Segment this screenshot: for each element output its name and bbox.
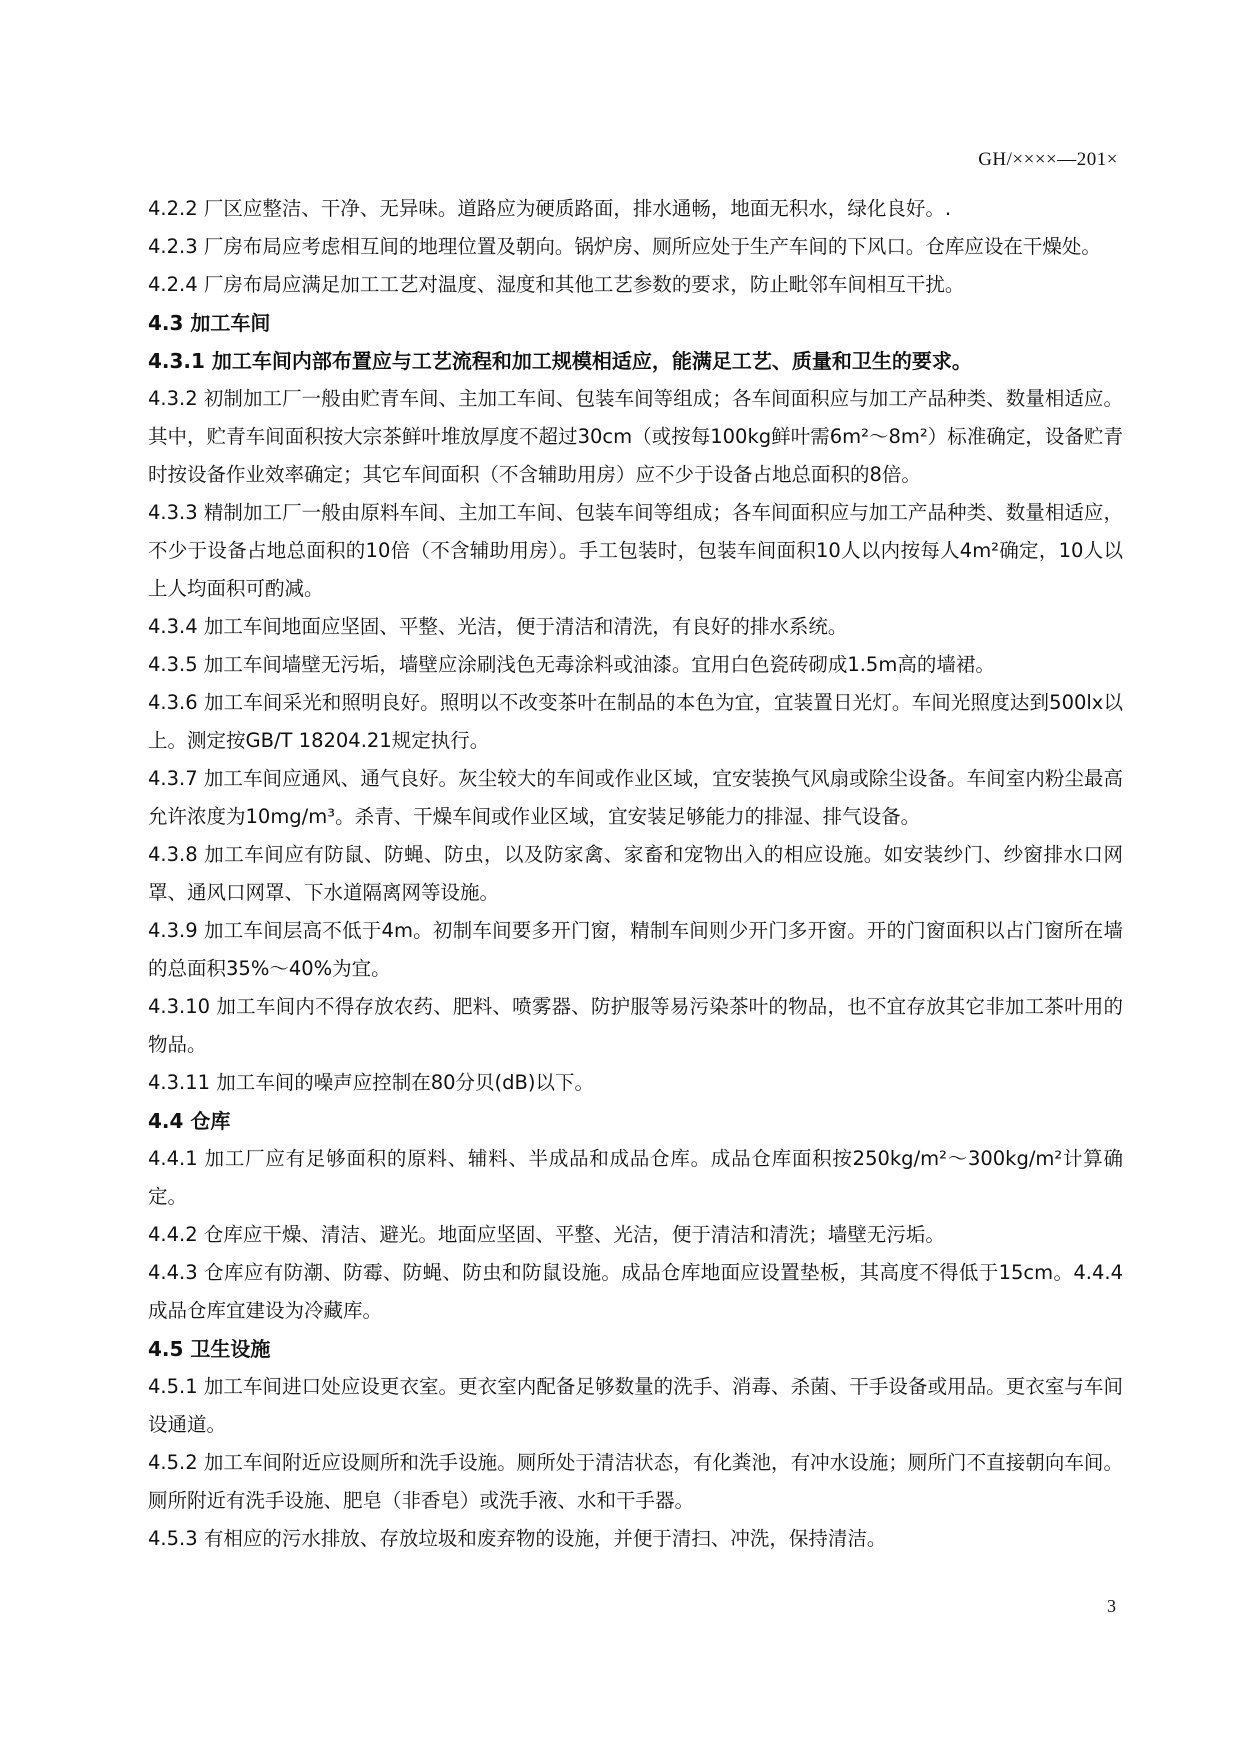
clause-paragraph: 4.3.9 加工车间层高不低于4m。初制车间要多开门窗，精制车间则少开门多开窗。开的门窗面积以占门窗所在墙的总面积35%～40%为宜。 [148, 919, 1123, 980]
clause-paragraph: 4.3.2 初制加工厂一般由贮青车间、主加工车间、包装车间等组成；各车间面积应与加工产品种类、数量相适应。 其中，贮青车间面积按大宗茶鲜叶堆放厚度不超过30cm（或按每100kg鲜叶需6m²～8m²）标准确定，设备贮青时按设备作业效率确定；其它车间面积（不含辅助用房）应不少于设备占地总面积的8倍。 [148, 387, 1123, 486]
section-heading: 4.4 仓库 [148, 1109, 231, 1133]
clause-paragraph: 4.3.10 加工车间内不得存放农药、肥料、喷雾器、防护服等易污染茶叶的物品，也不宜存放其它非加工茶叶用的物品。 [148, 995, 1123, 1056]
clause-paragraph: 4.3.4 加工车间地面应坚固、平整、光洁，便于清洁和清洗，有良好的排水系统。 [148, 615, 848, 638]
document-code: GH/××××—201× [978, 149, 1118, 170]
clause-paragraph: 4.3.3 精制加工厂一般由原料车间、主加工车间、包装车间等组成；各车间面积应与加工产品种类、数量相适应，不少于设备占地总面积的10倍（不含辅助用房）。手工包装时，包装车间面积10人以内按每人4m²确定，10人以上人均面积可酌减。 [148, 501, 1123, 600]
clause-paragraph: 4.2.2 厂区应整洁、干净、无异味。道路应为硬质路面，排水通畅，地面无积水，绿化良好。. [148, 197, 952, 220]
section-heading: 4.3.1 加工车间内部布置应与工艺流程和加工规模相适应，能满足工艺、质量和卫生的要求。 [148, 349, 972, 373]
section-heading: 4.3 加工车间 [148, 311, 271, 335]
clause-paragraph: 4.2.4 厂房布局应满足加工工艺对温度、湿度和其他工艺参数的要求，防止毗邻车间相互干扰。 [148, 273, 965, 296]
clause-paragraph: 4.5.2 加工车间附近应设厕所和洗手设施。厕所处于清洁状态，有化粪池，有冲水设施；厕所门不直接朝向车间。厕所附近有洗手设施、肥皂（非香皂）或洗手液、水和干手器。 [148, 1451, 1123, 1512]
clause-paragraph: 4.5.3 有相应的污水排放、存放垃圾和废弃物的设施，并便于清扫、冲洗，保持清洁。 [148, 1527, 887, 1550]
clause-paragraph: 4.4.2 仓库应干燥、清洁、避光。地面应坚固、平整、光洁，便于清洁和清洗；墙壁无污垢。 [148, 1223, 945, 1246]
page-number: 3 [1107, 1596, 1116, 1616]
clause-paragraph: 4.4.1 加工厂应有足够面积的原料、辅料、半成品和成品仓库。成品仓库面积按250kg/m²～300kg/m²计算确定。 [148, 1147, 1123, 1208]
document-body [148, 190, 1123, 1558]
clause-paragraph: 4.3.6 加工车间采光和照明良好。照明以不改变茶叶在制品的本色为宜，宜装置日光灯。车间光照度达到500lx以上。测定按GB/T 18204.21规定执行。 [148, 691, 1123, 752]
clause-paragraph: 4.4.3 仓库应有防潮、防霉、防蝇、防虫和防鼠设施。成品仓库地面应设置垫板，其高度不得低于15cm。4.4.4 成品仓库宜建设为冷藏库。 [148, 1261, 1123, 1322]
clause-paragraph: 4.3.8 加工车间应有防鼠、防蝇、防虫，以及防家禽、家畜和宠物出入的相应设施。如安装纱门、纱窗排水口网罩、通风口网罩、下水道隔离网等设施。 [148, 843, 1123, 904]
section-heading: 4.5 卫生设施 [148, 1337, 271, 1361]
clause-paragraph: 4.3.5 加工车间墙壁无污垢，墙壁应涂刷浅色无毒涂料或油漆。宜用白色瓷砖砌成1.5m高的墙裙。 [148, 653, 995, 676]
clause-paragraph: 4.3.11 加工车间的噪声应控制在80分贝(dB)以下。 [148, 1071, 595, 1094]
clause-paragraph: 4.5.1 加工车间进口处应设更衣室。更衣室内配备足够数量的洗手、消毒、杀菌、干手设备或用品。更衣室与车间设通道。 [148, 1375, 1123, 1436]
clause-paragraph: 4.3.7 加工车间应通风、通气良好。灰尘较大的车间或作业区域，宜安装换气风扇或除尘设备。车间室内粉尘最高允许浓度为10mg/m³。杀青、干燥车间或作业区域，宜安装足够能力的排湿、排气设备。 [148, 767, 1123, 828]
clause-paragraph: 4.2.3 厂房布局应考虑相互间的地理位置及朝向。锅炉房、厕所应处于生产车间的下风口。仓库应设在干燥处。 [148, 235, 1101, 258]
